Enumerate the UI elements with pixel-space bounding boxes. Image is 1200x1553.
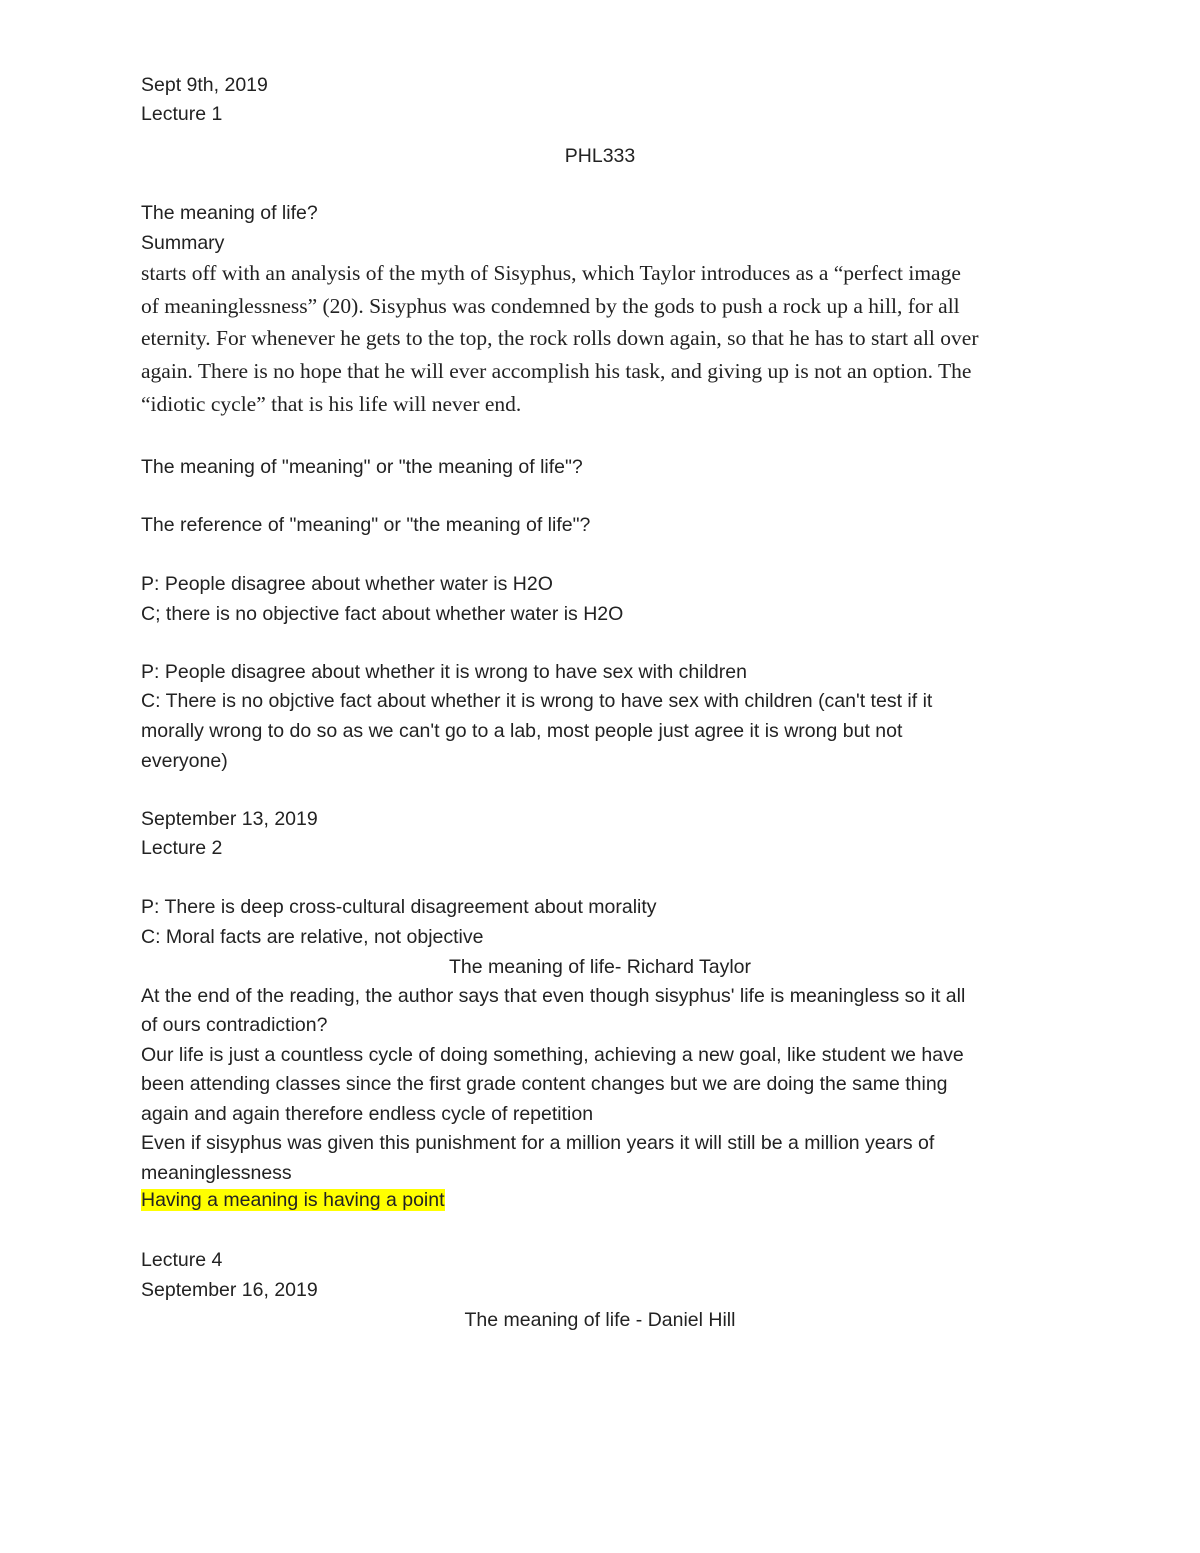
argument-1-premise: P: People disagree about whether water is H2O (141, 573, 553, 595)
argument-3-conclusion: C: Moral facts are relative, not objective (141, 926, 484, 948)
highlight-text: Having a meaning is having a point (141, 1189, 445, 1211)
meaning-question: The meaning of "meaning" or "the meaning of life"? (141, 456, 583, 478)
summary-line: starts off with an analysis of the myth of Sisyphus, which Taylor introduces as a “perfect image (141, 261, 961, 285)
argument-2-conclusion-line: C: There is no objctive fact about whether it is wrong to have sex with children (can't test if it (141, 690, 933, 712)
lecture-2-label: Lecture 2 (141, 837, 223, 859)
highlighted-note (141, 1191, 445, 1211)
lecture-4-date: September 16, 2019 (141, 1279, 318, 1301)
summary-line: of meaninglessness” (20). Sisyphus was condemned by the gods to push a rock up a hill, for all (141, 294, 960, 318)
summary-line: again. There is no hope that he will ever accomplish his task, and giving up is not an option. The (141, 359, 972, 383)
reference-question: The reference of "meaning" or "the meaning of life"? (141, 514, 591, 536)
notes-line: of ours contradiction? (141, 1014, 328, 1036)
lecture-1-label: Lecture 1 (141, 103, 223, 125)
lecture-2-date: September 13, 2019 (141, 808, 318, 830)
argument-1-conclusion: C; there is no objective fact about whether water is H2O (141, 603, 624, 625)
reading-title-hill: The meaning of life - Daniel Hill (464, 1309, 736, 1331)
lecture-1-date: Sept 9th, 2019 (141, 74, 268, 96)
summary-line: “idiotic cycle” that is his life will never end. (141, 392, 522, 416)
question-heading: The meaning of life? (141, 202, 318, 224)
summary-line: eternity. For whenever he gets to the top, the rock rolls down again, so that he has to start all over (141, 326, 979, 350)
argument-2-conclusion-line: morally wrong to do so as we can't go to a lab, most people just agree it is wrong but not (141, 720, 903, 742)
reading-title-taylor: The meaning of life- Richard Taylor (448, 956, 752, 978)
summary-heading: Summary (141, 232, 225, 254)
argument-2-conclusion-line: everyone) (141, 750, 228, 772)
notes-line: At the end of the reading, the author says that even though sisyphus' life is meaningless so it all (141, 985, 966, 1007)
notes-line: been attending classes since the first grade content changes but we are doing the same thing (141, 1073, 948, 1095)
notes-line: Even if sisyphus was given this punishment for a million years it will still be a million years of (141, 1132, 935, 1154)
argument-3-premise: P: There is deep cross-cultural disagreement about morality (141, 896, 657, 918)
notes-line: Our life is just a countless cycle of doing something, achieving a new goal, like student we have (141, 1044, 964, 1066)
argument-2-premise: P: People disagree about whether it is wrong to have sex with children (141, 661, 747, 683)
lecture-4-label: Lecture 4 (141, 1249, 223, 1271)
course-title: PHL333 (564, 145, 636, 167)
notes-line: meaninglessness (141, 1162, 292, 1184)
notes-line: again and again therefore endless cycle of repetition (141, 1103, 594, 1125)
